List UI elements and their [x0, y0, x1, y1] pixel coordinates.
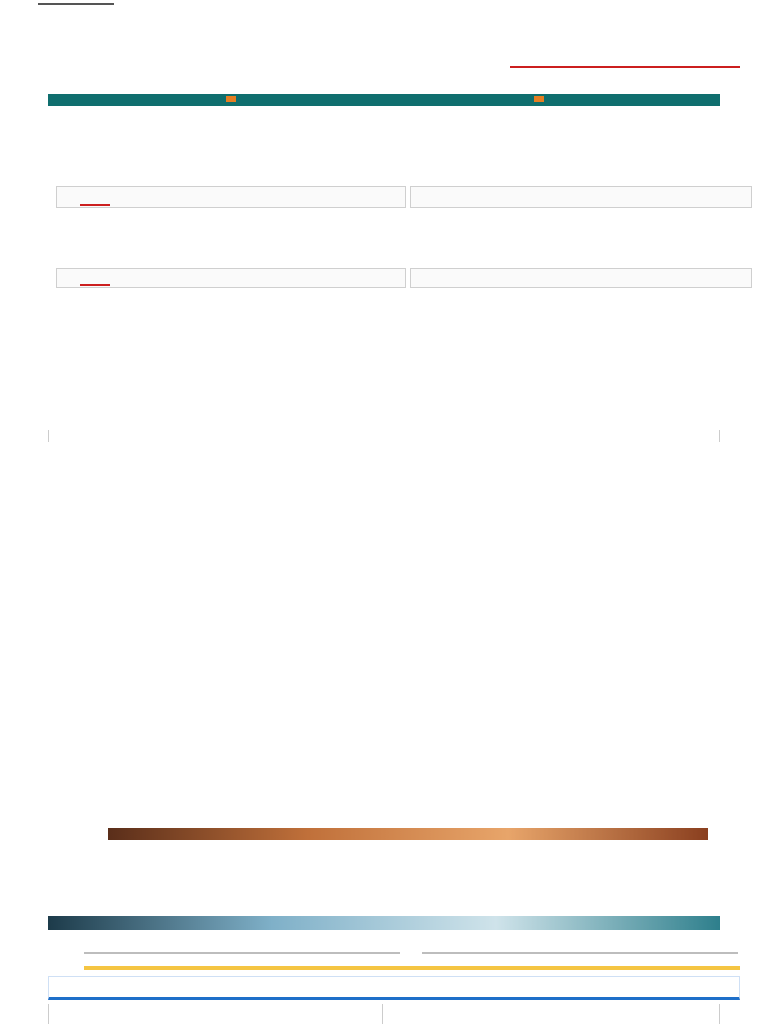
footer-divider-left — [48, 1004, 49, 1024]
grey-bar-right — [422, 952, 738, 954]
red-marker-1 — [80, 204, 110, 206]
photo-strip-warm-caption — [108, 842, 708, 856]
top-rule — [38, 3, 114, 5]
divider-left — [48, 430, 49, 442]
footer-divider-right — [719, 1004, 720, 1024]
section-2-body — [48, 312, 720, 352]
section-1-body — [48, 230, 720, 266]
footer-divider-middle — [382, 1004, 383, 1024]
teal-banner — [48, 94, 720, 106]
link-list — [48, 108, 720, 174]
photo-strip-cool-caption — [48, 932, 720, 946]
thumbnail-strip-2b — [410, 268, 752, 288]
bottom-banner[interactable] — [48, 976, 740, 1000]
yellow-highlight-bar — [84, 966, 740, 970]
section-4-body — [48, 466, 720, 746]
bottom-banner-label[interactable] — [89, 980, 689, 994]
grey-bar-left — [84, 952, 400, 954]
teal-banner-label — [48, 94, 720, 106]
photo-strip-cool — [48, 916, 720, 930]
divider-right — [719, 430, 720, 442]
thumbnail-strip-1b — [410, 186, 752, 208]
photo-strip-warm — [108, 828, 708, 840]
section-3-body — [48, 390, 720, 444]
page-title — [48, 8, 720, 36]
red-marker-2 — [80, 284, 110, 286]
red-accent-rule — [510, 66, 740, 68]
